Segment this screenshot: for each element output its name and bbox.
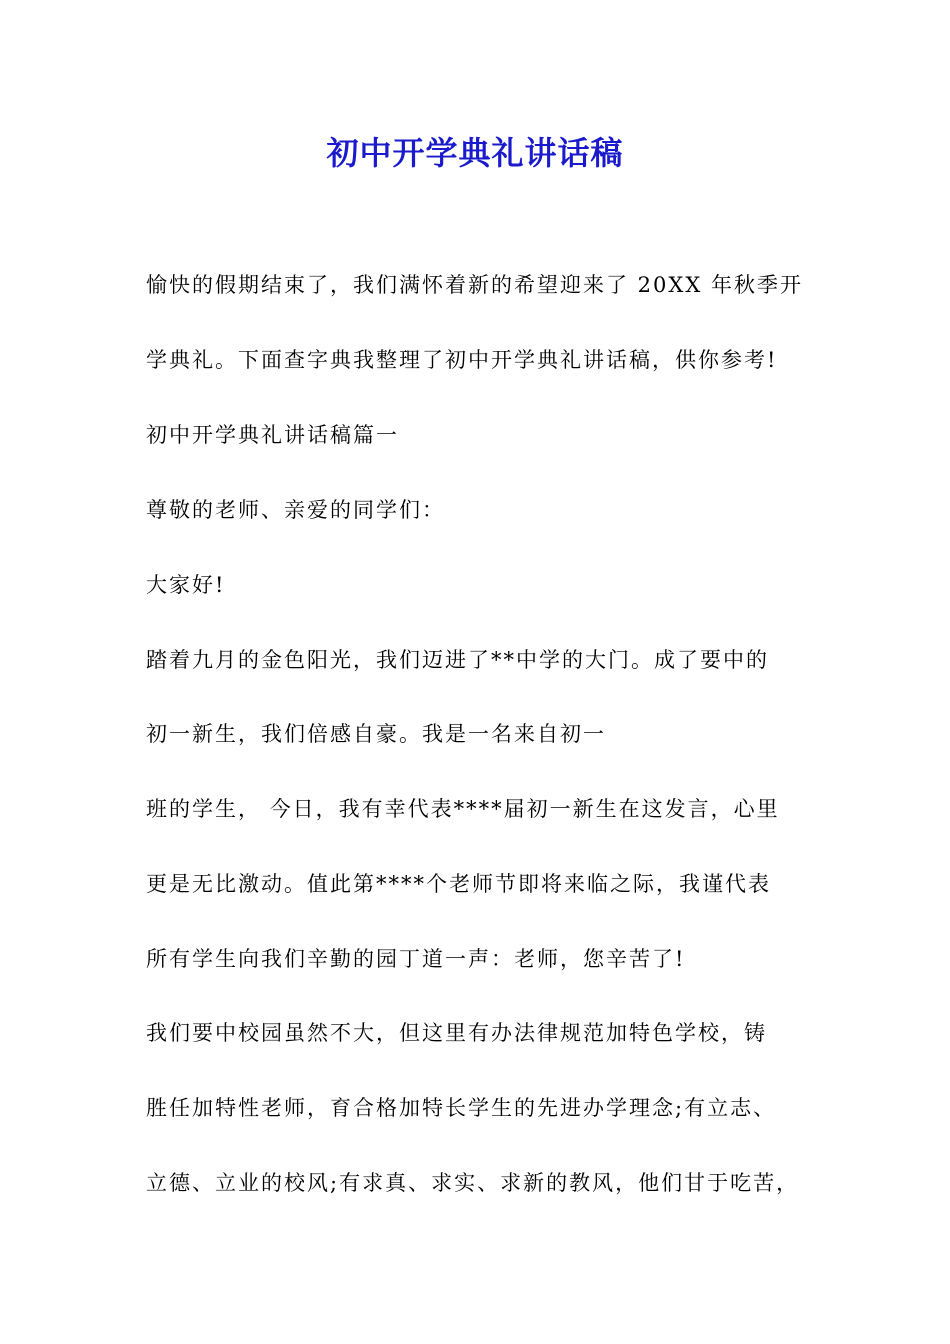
- paragraph-line-6: 踏着九月的金色阳光，我们迈进了**中学的大门。成了要中的: [146, 648, 769, 672]
- salutation: 尊敬的老师、亲爱的同学们：: [146, 498, 445, 522]
- paragraph-line-8: 班的学生， 今日，我有幸代表****届初一新生在这发言，心里: [146, 797, 780, 821]
- section-heading: 初中开学典礼讲话稿篇一: [146, 423, 399, 447]
- document-title: 初中开学典礼讲话稿: [326, 134, 624, 172]
- paragraph-line-11: 我们要中校园虽然不大，但这里有办法律规范加特色学校，铸: [146, 1021, 767, 1045]
- paragraph-line-2: 学典礼。下面查字典我整理了初中开学典礼讲话稿，供你参考!: [146, 348, 778, 372]
- paragraph-line-13: 立德、立业的校风;有求真、求实、求新的教风，他们甘于吃苦，: [146, 1171, 800, 1195]
- paragraph-line-7: 初一新生，我们倍感自豪。我是一名来自初一: [146, 722, 606, 746]
- paragraph-line-12: 胜任加特性老师，育合格加特长学生的先进办学理念;有立志、: [146, 1096, 777, 1120]
- paragraph-line-9: 更是无比激动。值此第****个老师节即将来临之际，我谨代表: [146, 872, 771, 896]
- paragraph-line-1: 愉快的假期结束了，我们满怀着新的希望迎来了 20XX 年秋季开: [146, 273, 803, 297]
- paragraph-line-10: 所有学生向我们辛勤的园丁道一声：老师，您辛苦了!: [146, 947, 686, 971]
- greeting: 大家好!: [146, 573, 226, 597]
